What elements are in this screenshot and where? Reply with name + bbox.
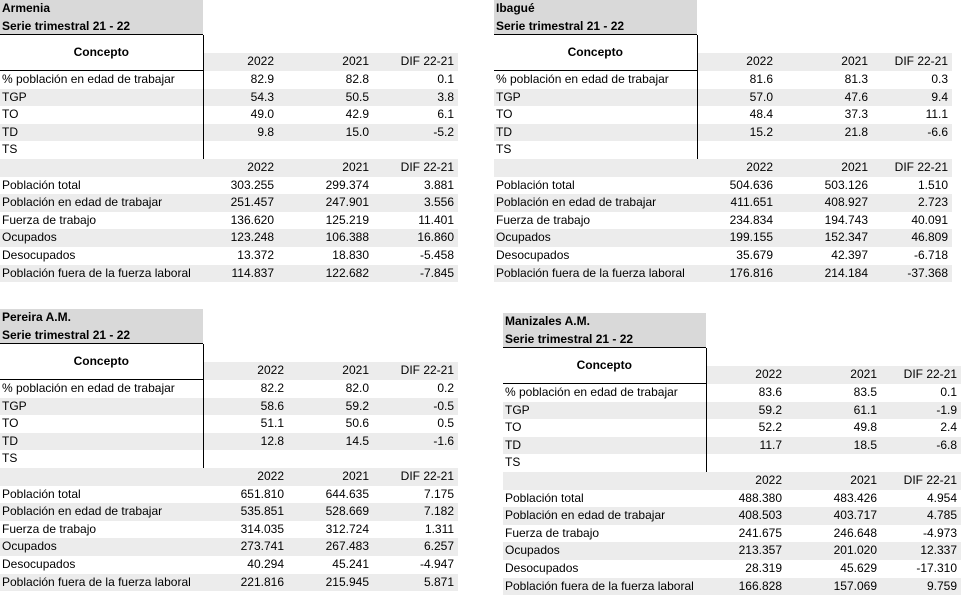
value-dif: -6.718 <box>914 248 949 262</box>
count-row <box>0 177 458 195</box>
year-header-2022: 2022 <box>203 362 288 380</box>
value-dif: -0.5 <box>373 398 458 416</box>
row-label: Desocupados <box>2 248 76 262</box>
value-2021: 528.669 <box>288 503 373 521</box>
value-2022: 176.816 <box>697 265 777 283</box>
value-2022: 114.837 <box>203 265 278 283</box>
value-2022: 504.636 <box>729 177 773 192</box>
value-dif: 3.881 <box>424 177 455 192</box>
value-2022: 166.828 <box>706 578 786 595</box>
value-dif <box>872 141 952 159</box>
row-label: Población fuera de la fuerza laboral <box>503 578 706 595</box>
count-row <box>0 503 458 521</box>
value-2022: 488.380 <box>738 490 782 505</box>
value-dif <box>881 454 961 472</box>
value-2021: 312.724 <box>325 521 369 536</box>
row-label: Población en edad de trabajar <box>494 194 697 212</box>
value-2021 <box>786 454 881 472</box>
value-dif: 16.860 <box>373 229 458 247</box>
value-2021: 50.6 <box>345 416 369 431</box>
value-dif: -17.310 <box>916 561 958 575</box>
value-dif: -4.947 <box>420 557 455 571</box>
row-label: TO <box>494 106 697 124</box>
value-2022: 49.0 <box>250 107 274 122</box>
row-label: TO <box>0 106 203 124</box>
rate-row <box>0 433 458 451</box>
count-row <box>494 247 952 265</box>
value-dif: 0.5 <box>437 416 455 431</box>
row-label: TD <box>494 124 697 142</box>
row-label: Ocupados <box>0 538 203 556</box>
value-dif: -7.845 <box>373 265 458 283</box>
rate-row <box>494 141 952 159</box>
value-2022: 57.0 <box>697 89 777 107</box>
rate-row <box>0 124 458 142</box>
value-2022: 411.651 <box>697 194 777 212</box>
row-label: Ocupados <box>0 229 203 247</box>
value-dif: 3.556 <box>373 194 458 212</box>
value-2022: 35.679 <box>736 248 773 262</box>
row-label: Población total <box>2 177 81 192</box>
value-dif: 12.337 <box>881 542 961 560</box>
value-dif <box>373 141 458 159</box>
row-label: Población en edad de trabajar <box>0 503 203 521</box>
value-2021: 81.3 <box>844 71 868 86</box>
value-2022: 81.6 <box>749 71 773 86</box>
value-dif: 0.2 <box>437 380 455 395</box>
value-2021: 644.635 <box>325 486 369 501</box>
count-row <box>503 578 961 595</box>
city-title: Ibagué <box>494 0 697 18</box>
dif-header: DIF 22-21 <box>373 468 458 486</box>
concept-header: Concepto <box>0 344 203 379</box>
count-row <box>503 507 961 525</box>
year-header-2021: 2021 <box>288 468 373 486</box>
row-label: % población en edad de trabajar <box>494 71 697 89</box>
value-2021: 157.069 <box>786 578 881 595</box>
value-2021: 267.483 <box>288 538 373 556</box>
year-header-2022: 2022 <box>203 53 278 71</box>
value-2021: 299.374 <box>325 177 369 192</box>
rate-row <box>494 89 952 107</box>
count-row <box>0 265 458 283</box>
series-title: Serie trimestral 21 - 22 <box>0 18 203 36</box>
year-header-2021: 2021 <box>777 53 872 71</box>
city-title: Pereira A.M. <box>0 309 203 327</box>
value-2022: 273.741 <box>203 538 288 556</box>
value-2022: 213.357 <box>706 542 786 560</box>
count-row <box>0 229 458 247</box>
value-2021: 37.3 <box>844 107 868 122</box>
count-row <box>503 560 961 578</box>
value-dif: 1.311 <box>424 521 455 536</box>
row-label: Población total <box>505 490 584 505</box>
dif-header: DIF 22-21 <box>373 53 458 71</box>
value-2022 <box>697 141 777 159</box>
value-2022: 52.2 <box>758 420 782 435</box>
row-label: TGP <box>494 89 697 107</box>
value-dif: -37.368 <box>872 265 952 283</box>
count-row <box>494 177 952 195</box>
value-dif: -4.973 <box>923 525 958 540</box>
row-label: Población fuera de la fuerza laboral <box>494 265 697 283</box>
count-row <box>0 556 458 574</box>
rate-row <box>0 71 458 89</box>
value-2021: 503.126 <box>824 177 868 192</box>
value-dif: 40.091 <box>911 212 949 227</box>
value-2021: 59.2 <box>288 398 373 416</box>
row-label: % población en edad de trabajar <box>0 71 203 89</box>
value-dif: 4.785 <box>881 507 961 525</box>
value-2022 <box>203 450 288 468</box>
rate-row <box>494 106 952 124</box>
value-dif: -6.6 <box>872 124 952 142</box>
row-label: % población en edad de trabajar <box>0 380 203 398</box>
value-2021: 247.901 <box>278 194 373 212</box>
year-header-2022: 2022 <box>697 53 777 71</box>
value-2021: 49.8 <box>853 420 877 435</box>
value-dif: -1.6 <box>373 433 458 451</box>
row-label: Población total <box>2 486 81 501</box>
series-title: Serie trimestral 21 - 22 <box>494 18 697 36</box>
panel-ibague <box>494 0 952 282</box>
value-2021 <box>777 141 872 159</box>
value-dif: 2.4 <box>940 420 958 435</box>
count-row <box>503 490 961 508</box>
value-dif: 46.809 <box>872 229 952 247</box>
value-2021: 45.629 <box>840 561 877 575</box>
value-2022: 15.2 <box>697 124 777 142</box>
row-label: Desocupados <box>496 248 570 262</box>
count-row <box>0 538 458 556</box>
row-label: TD <box>0 433 203 451</box>
row-label: TS <box>503 454 706 472</box>
value-dif: 11.1 <box>925 107 949 122</box>
row-label: Ocupados <box>494 229 697 247</box>
value-2022: 13.372 <box>237 248 274 262</box>
rate-row <box>0 450 458 468</box>
row-label: Desocupados <box>2 557 76 571</box>
year-header-row <box>0 159 458 177</box>
year-header-row <box>0 468 458 486</box>
value-2021: 152.347 <box>777 229 872 247</box>
row-label: Fuerza de trabajo <box>2 521 97 536</box>
data-table <box>0 344 458 591</box>
value-2021: 246.648 <box>833 525 877 540</box>
rate-row <box>0 106 458 124</box>
value-dif: 7.182 <box>373 503 458 521</box>
year-header-2022: 2022 <box>706 366 786 384</box>
value-dif: 1.510 <box>918 177 949 192</box>
value-2022: 59.2 <box>706 402 786 420</box>
value-dif: 6.1 <box>437 107 455 122</box>
value-2021: 21.8 <box>777 124 872 142</box>
value-dif: 9.759 <box>881 578 961 595</box>
value-2022: 54.3 <box>203 89 278 107</box>
count-row <box>0 574 458 592</box>
rate-row <box>494 71 952 89</box>
count-row <box>0 247 458 265</box>
value-2022: 48.4 <box>749 107 773 122</box>
rate-row <box>503 384 961 402</box>
value-2022: 82.9 <box>250 71 274 86</box>
value-2022: 136.620 <box>230 212 274 227</box>
row-label: Fuerza de trabajo <box>505 525 600 540</box>
value-2021: 201.020 <box>786 542 881 560</box>
value-2022: 651.810 <box>240 486 284 501</box>
row-label: Ocupados <box>503 542 706 560</box>
value-dif <box>373 450 458 468</box>
value-dif: 2.723 <box>872 194 952 212</box>
value-2021: 61.1 <box>786 402 881 420</box>
value-2021: 82.8 <box>345 71 369 86</box>
year-header-2021: 2021 <box>288 362 373 380</box>
rate-row <box>0 398 458 416</box>
value-dif: 3.8 <box>373 89 458 107</box>
value-2021: 403.717 <box>786 507 881 525</box>
year-header-2022: 2022 <box>203 468 288 486</box>
data-table <box>494 35 952 282</box>
series-title: Serie trimestral 21 - 22 <box>0 327 203 345</box>
row-label: TS <box>0 141 203 159</box>
value-2021: 83.5 <box>853 384 877 399</box>
city-title: Manizales A.M. <box>503 313 706 331</box>
dif-header: DIF 22-21 <box>872 53 952 71</box>
count-row <box>503 525 961 543</box>
value-2021: 45.241 <box>332 557 369 571</box>
value-dif: -1.9 <box>881 402 961 420</box>
value-dif: 5.871 <box>373 574 458 592</box>
count-row <box>0 486 458 504</box>
panel-manizales <box>503 313 961 595</box>
value-2022: 82.2 <box>260 380 284 395</box>
row-label: Población en edad de trabajar <box>0 194 203 212</box>
count-row <box>494 194 952 212</box>
value-2021: 214.184 <box>777 265 872 283</box>
value-2021: 125.219 <box>325 212 369 227</box>
year-header-2022: 2022 <box>203 159 278 177</box>
value-2022: 12.8 <box>203 433 288 451</box>
data-table <box>503 348 961 595</box>
rate-row <box>0 415 458 433</box>
value-dif: -5.458 <box>420 248 455 262</box>
row-label: Población fuera de la fuerza laboral <box>0 265 203 283</box>
concept-header: Concepto <box>503 348 706 383</box>
value-2022 <box>706 454 786 472</box>
year-header-2021: 2021 <box>786 366 881 384</box>
year-header-2022: 2022 <box>706 472 786 490</box>
dif-header: DIF 22-21 <box>881 472 961 490</box>
value-2021: 15.0 <box>278 124 373 142</box>
value-2021: 50.5 <box>278 89 373 107</box>
year-header-2021: 2021 <box>786 472 881 490</box>
value-2022: 221.816 <box>203 574 288 592</box>
value-2022: 58.6 <box>203 398 288 416</box>
row-label: Población fuera de la fuerza laboral <box>0 574 203 592</box>
year-header-row <box>494 159 952 177</box>
rate-row <box>0 141 458 159</box>
value-2021: 18.5 <box>786 437 881 455</box>
value-dif: 9.4 <box>872 89 952 107</box>
count-row <box>0 212 458 230</box>
row-label: Población en edad de trabajar <box>503 507 706 525</box>
value-2022: 123.248 <box>203 229 278 247</box>
value-2021: 483.426 <box>833 490 877 505</box>
row-label: Fuerza de trabajo <box>2 212 97 227</box>
row-label: TO <box>503 419 706 437</box>
row-label: TGP <box>0 398 203 416</box>
row-label: TGP <box>503 402 706 420</box>
dif-header: DIF 22-21 <box>872 159 952 177</box>
row-label: TGP <box>0 89 203 107</box>
value-2021 <box>288 450 373 468</box>
value-2022: 314.035 <box>240 521 284 536</box>
series-title: Serie trimestral 21 - 22 <box>503 331 706 349</box>
dif-header: DIF 22-21 <box>373 362 458 380</box>
row-label: TS <box>0 450 203 468</box>
concept-header: Concepto <box>494 35 697 70</box>
year-header-row <box>503 472 961 490</box>
value-2021: 82.0 <box>345 380 369 395</box>
row-label: Población total <box>496 177 575 192</box>
value-dif: 4.954 <box>927 490 958 505</box>
row-label: % población en edad de trabajar <box>503 384 706 402</box>
value-2022: 28.319 <box>745 561 782 575</box>
value-dif: -5.2 <box>373 124 458 142</box>
row-label: TO <box>0 415 203 433</box>
row-label: Fuerza de trabajo <box>496 212 591 227</box>
panel-pereira <box>0 309 458 591</box>
panel-armenia <box>0 0 458 282</box>
value-dif: 11.401 <box>418 212 455 227</box>
count-row <box>494 265 952 283</box>
count-row <box>494 229 952 247</box>
year-header-2021: 2021 <box>777 159 872 177</box>
value-dif: 0.3 <box>931 71 949 86</box>
row-label: TS <box>494 141 697 159</box>
rate-row <box>503 419 961 437</box>
value-dif: 6.257 <box>373 538 458 556</box>
value-2021: 18.830 <box>332 248 369 262</box>
concept-header: Concepto <box>0 35 203 70</box>
value-2021: 194.743 <box>824 212 868 227</box>
rate-row <box>494 124 952 142</box>
year-header-2021: 2021 <box>278 159 373 177</box>
value-2022: 234.834 <box>729 212 773 227</box>
value-2021: 47.6 <box>777 89 872 107</box>
value-dif: 0.1 <box>437 71 455 86</box>
value-2021: 122.682 <box>278 265 373 283</box>
value-2022: 535.851 <box>203 503 288 521</box>
value-2021: 408.927 <box>777 194 872 212</box>
value-2021: 42.397 <box>831 248 868 262</box>
city-title: Armenia <box>0 0 203 18</box>
row-label: TD <box>503 437 706 455</box>
year-header-2022: 2022 <box>697 159 777 177</box>
dif-header: DIF 22-21 <box>881 366 961 384</box>
value-2022: 241.675 <box>738 525 782 540</box>
value-2022: 199.155 <box>697 229 777 247</box>
row-label: TD <box>0 124 203 142</box>
value-2021: 42.9 <box>345 107 369 122</box>
value-2021: 14.5 <box>288 433 373 451</box>
year-header-2021: 2021 <box>278 53 373 71</box>
rate-row <box>503 437 961 455</box>
value-dif: 0.1 <box>940 384 958 399</box>
rate-row <box>0 89 458 107</box>
value-2022: 83.6 <box>758 384 782 399</box>
count-row <box>494 212 952 230</box>
value-2021: 106.388 <box>278 229 373 247</box>
value-2022: 51.1 <box>260 416 284 431</box>
value-2022: 9.8 <box>203 124 278 142</box>
rate-row <box>503 454 961 472</box>
count-row <box>0 521 458 539</box>
rate-row <box>0 380 458 398</box>
count-row <box>503 542 961 560</box>
data-table <box>0 35 458 282</box>
dif-header: DIF 22-21 <box>373 159 458 177</box>
value-2022: 40.294 <box>247 557 284 571</box>
value-dif: -6.8 <box>881 437 961 455</box>
value-2022: 408.503 <box>706 507 786 525</box>
value-2021: 215.945 <box>288 574 373 592</box>
rate-row <box>503 402 961 420</box>
value-dif: 7.175 <box>424 486 455 501</box>
count-row <box>0 194 458 212</box>
value-2022: 303.255 <box>230 177 274 192</box>
row-label: Desocupados <box>505 561 579 575</box>
value-2022 <box>203 141 278 159</box>
value-2022: 11.7 <box>706 437 786 455</box>
value-2021 <box>278 141 373 159</box>
value-2022: 251.457 <box>203 194 278 212</box>
